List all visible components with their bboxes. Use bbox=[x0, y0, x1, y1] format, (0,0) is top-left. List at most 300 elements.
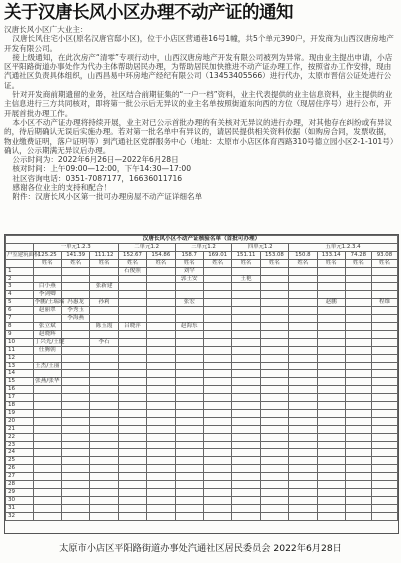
area-cell: 74.28 bbox=[345, 251, 371, 259]
owner-name-cell bbox=[33, 417, 61, 425]
owner-name-cell bbox=[289, 473, 317, 481]
table-row bbox=[6, 402, 398, 410]
table-row bbox=[6, 512, 398, 520]
owner-name-cell bbox=[33, 402, 61, 410]
owner-name-cell bbox=[147, 346, 175, 354]
owner-name-cell bbox=[317, 354, 345, 362]
owner-name-cell bbox=[317, 465, 345, 473]
owner-name-cell bbox=[175, 307, 203, 315]
owner-name-cell bbox=[61, 386, 89, 394]
name-header-cell: 姓名 bbox=[317, 259, 345, 267]
owner-name-cell bbox=[118, 394, 146, 402]
unit-header-row bbox=[6, 243, 398, 251]
owner-name-cell bbox=[33, 489, 61, 497]
area-cell: 111.12 bbox=[90, 251, 118, 259]
owner-name-cell bbox=[345, 346, 371, 354]
owner-name-cell bbox=[61, 370, 89, 378]
owner-name-cell bbox=[33, 425, 61, 433]
table-caption-row bbox=[6, 236, 398, 244]
owner-name-cell bbox=[260, 394, 288, 402]
name-table bbox=[5, 235, 398, 521]
owner-name-cell bbox=[232, 299, 260, 307]
owner-name-cell bbox=[203, 378, 231, 386]
owner-name-cell bbox=[90, 394, 118, 402]
floor-number-cell: 11 bbox=[6, 346, 34, 354]
owner-name-cell bbox=[33, 473, 61, 481]
owner-name-cell bbox=[118, 299, 146, 307]
owner-name-cell bbox=[118, 330, 146, 338]
owner-name-cell bbox=[61, 489, 89, 497]
owner-name-cell bbox=[371, 496, 397, 504]
issuer-footer: 太原市小店区平阳路街道办事处汽通社区居民委员会 2022年6月28日 bbox=[59, 543, 342, 554]
paragraph-notice: 接上级通知，在此次房产“清零”专项行动中，山西汉唐房地产开发有限公司被列为异常。现由业主提出申请，小店区平阳路街道办事处作为代办主体帮助居民办理，为帮助居民加快推进不动产证办理工作，按照省办工作安排，现由汽通社区负责具体组织，山西昌易中环房地产经纪有限公司（13453405566）进行代办，太原市晋信公证处进行公证。 bbox=[4, 52, 393, 90]
name-header-cell: 姓名 bbox=[345, 259, 371, 267]
owner-name-cell bbox=[317, 481, 345, 489]
floor-number-cell: 19 bbox=[6, 409, 34, 417]
owner-name-cell bbox=[118, 465, 146, 473]
owner-name-cell bbox=[118, 402, 146, 410]
floor-number-cell: 29 bbox=[6, 489, 34, 497]
owner-name-cell bbox=[289, 362, 317, 370]
owner-name-cell bbox=[90, 315, 118, 323]
resident-name-table bbox=[4, 234, 399, 534]
owner-name-cell bbox=[90, 330, 118, 338]
owner-name-cell bbox=[147, 299, 175, 307]
owner-name-cell bbox=[232, 465, 260, 473]
owner-name-cell bbox=[232, 378, 260, 386]
owner-name-cell bbox=[61, 394, 89, 402]
table-row bbox=[6, 417, 398, 425]
owner-name-cell bbox=[345, 496, 371, 504]
owner-name-cell bbox=[260, 481, 288, 489]
owner-name-cell bbox=[90, 425, 118, 433]
owner-name-cell bbox=[61, 457, 89, 465]
table-row bbox=[6, 489, 398, 497]
owner-name-cell bbox=[317, 441, 345, 449]
floor-number-cell: 31 bbox=[6, 504, 34, 512]
name-header-cell: 姓名 bbox=[90, 259, 118, 267]
owner-name-cell bbox=[203, 307, 231, 315]
owner-name-cell bbox=[317, 512, 345, 520]
owner-name-cell bbox=[61, 481, 89, 489]
area-cell: 158.7 bbox=[175, 251, 203, 259]
owner-name-cell bbox=[232, 489, 260, 497]
owner-name-cell bbox=[371, 489, 397, 497]
owner-name-cell bbox=[118, 512, 146, 520]
name-header-row bbox=[6, 259, 398, 267]
owner-name-cell bbox=[371, 354, 397, 362]
owner-name-cell bbox=[203, 409, 231, 417]
owner-name-cell bbox=[232, 307, 260, 315]
owner-name-cell bbox=[175, 315, 203, 323]
floor-number-cell: 17 bbox=[6, 394, 34, 402]
owner-name-cell bbox=[371, 504, 397, 512]
owner-name-cell bbox=[317, 267, 345, 275]
owner-name-cell bbox=[118, 346, 146, 354]
owner-name-cell bbox=[232, 330, 260, 338]
owner-name-cell bbox=[317, 275, 345, 283]
owner-name-cell bbox=[260, 386, 288, 394]
owner-name-cell bbox=[175, 362, 203, 370]
owner-name-cell bbox=[345, 394, 371, 402]
owner-name-cell bbox=[260, 378, 288, 386]
table-row bbox=[6, 409, 398, 417]
owner-name-cell bbox=[90, 291, 118, 299]
owner-name-cell bbox=[61, 465, 89, 473]
owner-name-cell bbox=[371, 457, 397, 465]
owner-name-cell bbox=[203, 386, 231, 394]
owner-name-cell bbox=[260, 512, 288, 520]
owner-name-cell bbox=[118, 307, 146, 315]
owner-name-cell bbox=[118, 449, 146, 457]
owner-name-cell bbox=[317, 291, 345, 299]
owner-name-cell bbox=[203, 346, 231, 354]
owner-name-cell bbox=[147, 481, 175, 489]
owner-name-cell bbox=[232, 346, 260, 354]
owner-name-cell bbox=[203, 496, 231, 504]
owner-name-cell bbox=[61, 330, 89, 338]
table-row bbox=[6, 267, 398, 275]
owner-name-cell bbox=[175, 489, 203, 497]
owner-name-cell bbox=[175, 330, 203, 338]
area-cell: 153.08 bbox=[260, 251, 288, 259]
floor-number-cell: 2 bbox=[6, 275, 34, 283]
owner-name-cell bbox=[118, 409, 146, 417]
owner-name-cell bbox=[147, 386, 175, 394]
owner-name-cell bbox=[90, 354, 118, 362]
verification-hours: 核对时间：上午09:00—12:00，下午14:30—17:00 bbox=[12, 164, 192, 174]
owner-name-cell bbox=[118, 441, 146, 449]
owner-name-cell bbox=[345, 465, 371, 473]
owner-name-cell bbox=[371, 291, 397, 299]
owner-name-cell: 刘罕 bbox=[175, 267, 203, 275]
owner-name-cell bbox=[317, 449, 345, 457]
owner-name-cell bbox=[260, 465, 288, 473]
owner-name-cell bbox=[289, 322, 317, 330]
owner-name-cell bbox=[147, 496, 175, 504]
owner-name-cell: 白小燕 bbox=[33, 283, 61, 291]
owner-name-cell bbox=[175, 465, 203, 473]
area-cell: 141.39 bbox=[61, 251, 89, 259]
owner-name-cell bbox=[260, 322, 288, 330]
owner-name-cell bbox=[289, 402, 317, 410]
owner-name-cell: 石俊照 bbox=[118, 267, 146, 275]
owner-name-cell bbox=[232, 267, 260, 275]
owner-name-cell bbox=[345, 473, 371, 481]
floor-number-cell: 22 bbox=[6, 433, 34, 441]
owner-name-cell bbox=[232, 322, 260, 330]
unit-header-cell: 五单元1.2.3.4 bbox=[289, 243, 398, 251]
owner-name-cell bbox=[232, 315, 260, 323]
owner-name-cell bbox=[118, 425, 146, 433]
floor-number-cell: 4 bbox=[6, 291, 34, 299]
owner-name-cell bbox=[33, 315, 61, 323]
owner-name-cell bbox=[345, 322, 371, 330]
paragraph-verification: 针对开发商前期遗留的业务，社区结合前期征集的“一户一档”资料，业主代表提供的业主信息资料，业主提供的业主信息进行三方共同核对，即将第一批公示后无异议的业主名单按照街道东向西的方位（现居住序号）进行公布，开开展首批办理工作。 bbox=[4, 90, 393, 118]
owner-name-cell bbox=[118, 283, 146, 291]
owner-name-cell bbox=[371, 322, 397, 330]
owner-name-cell bbox=[371, 417, 397, 425]
owner-name-cell bbox=[289, 457, 317, 465]
owner-name-cell bbox=[345, 512, 371, 520]
owner-name-cell bbox=[317, 283, 345, 291]
owner-name-cell bbox=[90, 457, 118, 465]
owner-name-cell bbox=[317, 433, 345, 441]
owner-name-cell bbox=[289, 307, 317, 315]
owner-name-cell bbox=[61, 338, 89, 346]
owner-name-cell bbox=[175, 354, 203, 362]
owner-name-cell bbox=[345, 409, 371, 417]
owner-name-cell bbox=[260, 362, 288, 370]
owner-name-cell bbox=[203, 402, 231, 410]
owner-name-cell bbox=[317, 425, 345, 433]
area-label-cell: 户室建筑面积 bbox=[7, 251, 40, 258]
owner-name-cell bbox=[317, 338, 345, 346]
owner-name-cell bbox=[90, 496, 118, 504]
owner-name-cell bbox=[175, 394, 203, 402]
floor-number-cell: 28 bbox=[6, 481, 34, 489]
owner-name-cell bbox=[203, 299, 231, 307]
owner-name-cell bbox=[118, 370, 146, 378]
name-header-cell: 姓名 bbox=[118, 259, 146, 267]
owner-name-cell bbox=[61, 354, 89, 362]
floor-number-cell: 7 bbox=[6, 315, 34, 323]
area-cell: 133.14 bbox=[317, 251, 345, 259]
owner-name-cell bbox=[289, 354, 317, 362]
owner-name-cell bbox=[371, 425, 397, 433]
floor-number-cell: 25 bbox=[6, 457, 34, 465]
owner-name-cell bbox=[289, 299, 317, 307]
name-header-cell: 姓名 bbox=[289, 259, 317, 267]
owner-name-cell bbox=[147, 489, 175, 497]
owner-name-cell: 冯惠龙 bbox=[61, 299, 89, 307]
owner-name-cell bbox=[345, 299, 371, 307]
owner-name-cell bbox=[232, 409, 260, 417]
owner-name-cell bbox=[232, 457, 260, 465]
floor-number-cell: 1 bbox=[6, 267, 34, 275]
owner-name-cell bbox=[203, 489, 231, 497]
owner-name-cell: 赵海东 bbox=[175, 322, 203, 330]
table-row bbox=[6, 322, 398, 330]
owner-name-cell bbox=[289, 449, 317, 457]
owner-name-cell bbox=[61, 496, 89, 504]
owner-name-cell bbox=[61, 283, 89, 291]
owner-name-cell bbox=[90, 362, 118, 370]
owner-name-cell bbox=[345, 291, 371, 299]
table-row bbox=[6, 283, 398, 291]
owner-name-cell bbox=[147, 449, 175, 457]
owner-name-cell bbox=[118, 291, 146, 299]
owner-name-cell bbox=[203, 370, 231, 378]
owner-name-cell bbox=[260, 338, 288, 346]
owner-name-cell bbox=[147, 433, 175, 441]
owner-name-cell bbox=[289, 370, 317, 378]
owner-name-cell bbox=[118, 489, 146, 497]
owner-name-cell: 王杰/王丽 bbox=[33, 362, 61, 370]
table-row bbox=[6, 307, 398, 315]
owner-name-cell bbox=[118, 417, 146, 425]
owner-name-cell bbox=[232, 283, 260, 291]
floor-number-cell: 27 bbox=[6, 473, 34, 481]
paragraph-process: 本小区不动产证办理将持续开展，业主对已公示首批办理的有关核对无异议的进行办理，对其他存在纠纷或有异议的，待后期确认无误后实施办理。若对第一批名单中有异议的，请居民提供相关资料依据（如购房合同，发票收据，物业缴费证明，落户证明等）到汽通社区党群服务中心（地址：太原市小店区体育西路310号德立园小区2-1-101号）确认，公示期满无异议后办理。 bbox=[4, 117, 394, 155]
owner-name-cell bbox=[175, 378, 203, 386]
area-cell: 150.8 bbox=[289, 251, 317, 259]
owner-name-cell bbox=[147, 504, 175, 512]
owner-name-cell bbox=[289, 275, 317, 283]
owner-name-cell bbox=[317, 504, 345, 512]
attachment-line: 附件：汉唐长风小区第一批可办理房屋不动产证详细名单 bbox=[12, 192, 203, 202]
floor-number-cell: 9 bbox=[6, 330, 34, 338]
unit-header-cell: 二单元1.2 bbox=[118, 243, 175, 251]
owner-name-cell bbox=[289, 504, 317, 512]
owner-name-cell bbox=[203, 275, 231, 283]
owner-name-cell bbox=[203, 291, 231, 299]
owner-name-cell bbox=[345, 449, 371, 457]
area-header-row bbox=[6, 251, 398, 259]
owner-name-cell bbox=[260, 449, 288, 457]
community-phone: 社区咨询电话：0351-7087177，16636011716 bbox=[12, 173, 183, 183]
owner-name-cell bbox=[345, 457, 371, 465]
owner-name-cell bbox=[203, 322, 231, 330]
owner-name-cell bbox=[90, 307, 118, 315]
floor-number-cell: 26 bbox=[6, 465, 34, 473]
owner-name-cell bbox=[232, 291, 260, 299]
owner-name-cell bbox=[260, 354, 288, 362]
owner-name-cell bbox=[147, 322, 175, 330]
owner-name-cell bbox=[61, 267, 89, 275]
owner-name-cell bbox=[289, 465, 317, 473]
owner-name-cell bbox=[232, 338, 260, 346]
floor-number-cell: 12 bbox=[6, 354, 34, 362]
owner-name-cell bbox=[90, 441, 118, 449]
table-row bbox=[6, 457, 398, 465]
owner-name-cell bbox=[371, 362, 397, 370]
owner-name-cell bbox=[289, 417, 317, 425]
owner-name-cell: 孙莉 bbox=[90, 299, 118, 307]
owner-name-cell bbox=[90, 489, 118, 497]
owner-name-cell bbox=[289, 267, 317, 275]
owner-name-cell bbox=[289, 409, 317, 417]
owner-name-cell: 任腾朝 bbox=[33, 346, 61, 354]
owner-name-cell bbox=[175, 370, 203, 378]
owner-name-cell: 吕晓萍 bbox=[118, 322, 146, 330]
owner-name-cell bbox=[147, 409, 175, 417]
owner-name-cell: 陈玉霞 bbox=[90, 322, 118, 330]
paragraph-intro: 汉唐长风住宅小区(原名汉唐官邸小区)，位于小店区营通巷16号1幢，共5个单元390户，开发商为山西汉唐房地产开发有限公司。 bbox=[4, 34, 394, 53]
owner-name-cell bbox=[147, 330, 175, 338]
publicity-period: 公示时间为：2022年6月26日—2022年6月28日 bbox=[12, 155, 179, 165]
owner-name-cell bbox=[317, 473, 345, 481]
owner-name-cell bbox=[61, 473, 89, 481]
owner-name-cell: 赵丽翠 bbox=[33, 307, 61, 315]
table-row bbox=[6, 299, 398, 307]
owner-name-cell bbox=[33, 394, 61, 402]
owner-name-cell bbox=[345, 386, 371, 394]
owner-name-cell bbox=[260, 283, 288, 291]
owner-name-cell bbox=[147, 291, 175, 299]
owner-name-cell bbox=[61, 425, 89, 433]
owner-name-cell bbox=[317, 386, 345, 394]
owner-name-cell bbox=[289, 441, 317, 449]
owner-name-cell bbox=[232, 417, 260, 425]
owner-name-cell bbox=[232, 496, 260, 504]
owner-name-cell bbox=[232, 481, 260, 489]
owner-name-cell bbox=[317, 409, 345, 417]
owner-name-cell bbox=[317, 417, 345, 425]
owner-name-cell bbox=[203, 441, 231, 449]
owner-name-cell bbox=[345, 370, 371, 378]
table-row bbox=[6, 354, 398, 362]
owner-name-cell bbox=[61, 346, 89, 354]
owner-name-cell bbox=[147, 457, 175, 465]
owner-name-cell bbox=[118, 362, 146, 370]
owner-name-cell bbox=[371, 346, 397, 354]
table-row bbox=[6, 291, 398, 299]
table-row bbox=[6, 315, 398, 323]
floor-number-cell: 32 bbox=[6, 512, 34, 520]
owner-name-cell bbox=[260, 457, 288, 465]
greeting: 汉唐长风小区广大业主： bbox=[4, 25, 88, 34]
owner-name-cell bbox=[371, 465, 397, 473]
owner-name-cell bbox=[147, 283, 175, 291]
floor-number-cell: 3 bbox=[6, 283, 34, 291]
owner-name-cell bbox=[61, 402, 89, 410]
name-header-cell: 姓名 bbox=[33, 259, 61, 267]
owner-name-cell bbox=[203, 338, 231, 346]
owner-name-cell bbox=[90, 433, 118, 441]
owner-name-cell bbox=[175, 425, 203, 433]
name-header-cell: 姓名 bbox=[147, 259, 175, 267]
owner-name-cell bbox=[371, 378, 397, 386]
owner-name-cell bbox=[345, 504, 371, 512]
owner-name-cell bbox=[317, 489, 345, 497]
owner-name-cell bbox=[90, 378, 118, 386]
owner-name-cell bbox=[345, 354, 371, 362]
name-header-floor-cell bbox=[6, 259, 34, 267]
owner-name-cell bbox=[118, 315, 146, 323]
owner-name-cell bbox=[317, 315, 345, 323]
owner-name-cell bbox=[203, 425, 231, 433]
owner-name-cell bbox=[90, 512, 118, 520]
owner-name-cell bbox=[33, 465, 61, 473]
owner-name-cell bbox=[61, 409, 89, 417]
owner-name-cell bbox=[345, 330, 371, 338]
owner-name-cell bbox=[61, 378, 89, 386]
table-row bbox=[6, 496, 398, 504]
owner-name-cell: 程维 bbox=[371, 299, 397, 307]
owner-name-cell bbox=[317, 346, 345, 354]
owner-name-cell bbox=[232, 402, 260, 410]
owner-name-cell bbox=[61, 449, 89, 457]
table-row bbox=[6, 504, 398, 512]
owner-name-cell bbox=[260, 489, 288, 497]
table-row bbox=[6, 433, 398, 441]
owner-name-cell bbox=[289, 394, 317, 402]
owner-name-cell bbox=[90, 417, 118, 425]
owner-name-cell bbox=[118, 433, 146, 441]
area-cell: 93.08 bbox=[371, 251, 397, 259]
owner-name-cell bbox=[260, 315, 288, 323]
owner-name-cell bbox=[90, 481, 118, 489]
owner-name-cell bbox=[289, 433, 317, 441]
owner-name-cell bbox=[90, 473, 118, 481]
owner-name-cell bbox=[203, 512, 231, 520]
owner-name-cell bbox=[147, 307, 175, 315]
owner-name-cell bbox=[232, 449, 260, 457]
owner-name-cell bbox=[371, 402, 397, 410]
owner-name-cell bbox=[371, 338, 397, 346]
owner-name-cell bbox=[147, 338, 175, 346]
